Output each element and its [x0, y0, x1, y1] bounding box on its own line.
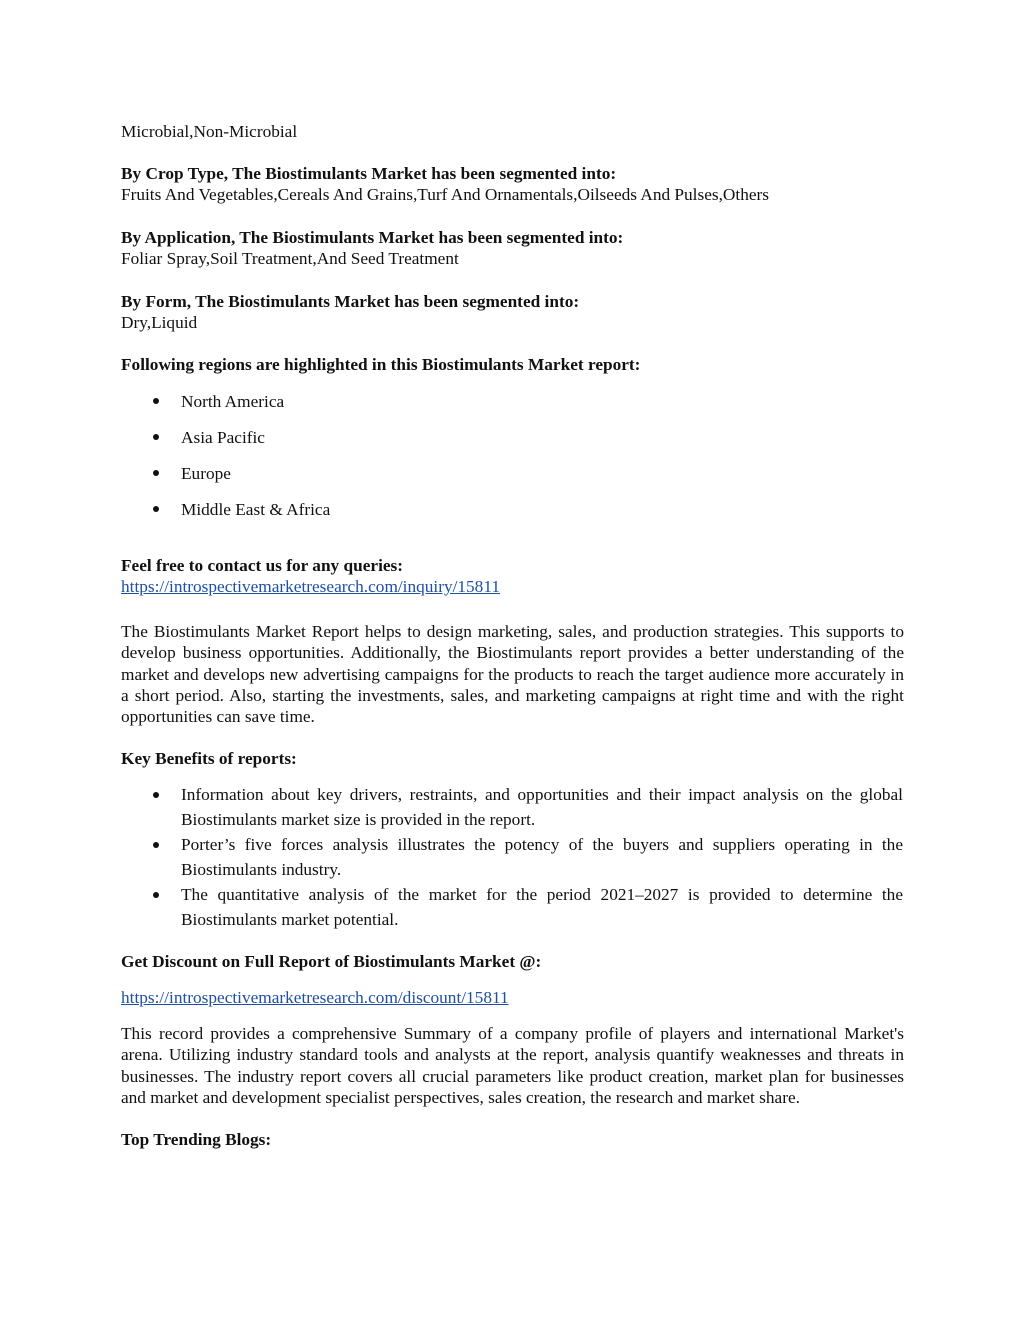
discount-heading: Get Discount on Full Report of Biostimulants Market @: — [121, 952, 542, 971]
report-paragraph: The Biostimulants Market Report helps to design marketing, sales, and production strategies. This supports to develop business opportunities. Additionally, the Biostimulants report provides a better understanding of the market and develops new advertising campaigns for the products to reach the target audience more accurately in a short period. Also, starting the investments, sales, and marketing campaigns at right time and with the right opportunities can save time. — [121, 622, 904, 727]
benefit-item: Porter’s five forces analysis illustrates the potency of the buyers and suppliers operating in the Biostimulants industry. — [181, 835, 903, 879]
crop-type-values: Fruits And Vegetables,Cereals And Grains,Turf And Ornamentals,Oilseeds And Pulses,Others — [121, 185, 769, 204]
application-heading: By Application, The Biostimulants Market has been segmented into: — [121, 228, 624, 247]
form-heading: By Form, The Biostimulants Market has been segmented into: — [121, 292, 580, 311]
bullet-icon — [153, 785, 163, 806]
bullet-icon — [153, 499, 163, 520]
bullet-icon — [153, 885, 163, 906]
benefits-heading: Key Benefits of reports: — [121, 749, 297, 768]
benefit-item: The quantitative analysis of the market for the period 2021–2027 is provided to determine the Biostimulants market potential. — [181, 885, 903, 929]
bullet-icon — [153, 391, 163, 412]
bullet-icon — [153, 427, 163, 448]
benefit-item: Information about key drivers, restraints, and opportunities and their impact analysis on the global Biostimulants market size is provided in the report. — [181, 785, 903, 829]
application-values: Foliar Spray,Soil Treatment,And Seed Treatment — [121, 249, 459, 268]
discount-link-line — [121, 987, 904, 1008]
crop-type-heading: By Crop Type, The Biostimulants Market has been segmented into: — [121, 164, 617, 183]
discount-link[interactable]: https://introspectivemarketresearch.com/discount/15811 — [121, 988, 509, 1007]
contact-link-line — [121, 576, 904, 597]
form-values: Dry,Liquid — [121, 313, 198, 332]
summary-paragraph: This record provides a comprehensive Summary of a company profile of players and international Market's arena. Utilizing industry standard tools and analysts at the report, analysis quantify weaknesses and threats in businesses. The industry report covers all crucial parameters like product creation, market plan for businesses and market and development specialist perspectives, sales creation, the research and market share. — [121, 1024, 904, 1107]
blogs-heading: Top Trending Blogs: — [121, 1130, 272, 1149]
bullet-icon — [153, 835, 163, 856]
region-item: Asia Pacific — [181, 428, 265, 447]
region-item: North America — [181, 392, 285, 411]
inquiry-link[interactable]: https://introspectivemarketresearch.com/inquiry/15811 — [121, 577, 500, 596]
region-item: Middle East & Africa — [181, 500, 331, 519]
bullet-icon — [153, 463, 163, 484]
region-item: Europe — [181, 464, 231, 483]
contact-heading: Feel free to contact us for any queries: — [121, 556, 404, 575]
regions-heading: Following regions are highlighted in this Biostimulants Market report: — [121, 355, 641, 374]
type-values: Microbial,Non-Microbial — [121, 122, 298, 141]
